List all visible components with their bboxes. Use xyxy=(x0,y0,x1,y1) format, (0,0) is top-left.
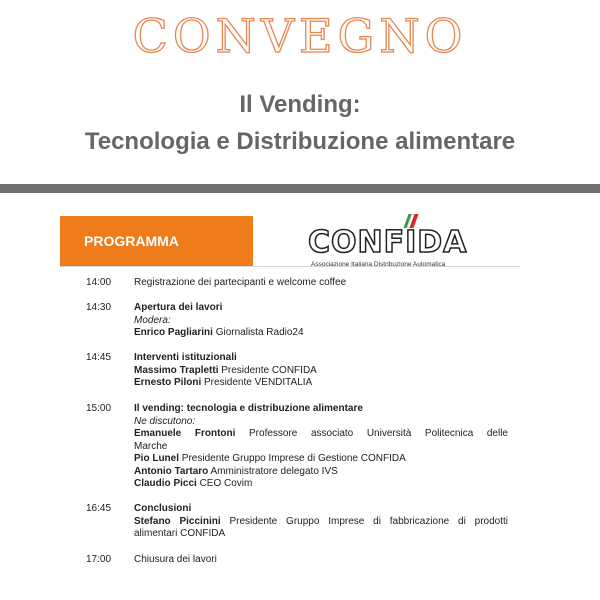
speaker-name: Antonio Tartaro xyxy=(134,465,209,477)
speaker-line xyxy=(134,466,508,479)
agenda-item xyxy=(134,302,508,340)
speaker-line xyxy=(134,478,508,491)
speaker-name: Enrico Pagliarini xyxy=(134,327,213,338)
speaker-name: Ernesto Piloni xyxy=(134,377,202,388)
agenda-note: Modera: xyxy=(134,314,171,326)
logo-wordmark: CONFIDA xyxy=(308,225,468,260)
speaker-line xyxy=(134,516,508,529)
speaker-name: Stefano Piccinini xyxy=(134,515,221,527)
speaker-role: Presidente Gruppo Imprese di Gestione CONFIDA xyxy=(181,453,406,464)
agenda-item xyxy=(134,403,508,491)
event-title: CONVEGNO xyxy=(132,9,468,63)
agenda-item xyxy=(134,352,508,390)
speaker-role-continued: Marche xyxy=(134,440,168,452)
speaker-line xyxy=(134,428,508,441)
agenda-item xyxy=(134,554,508,567)
agenda-note: Ne discutono: xyxy=(134,415,196,427)
speaker-role: Presidente CONFIDA xyxy=(221,364,317,376)
agenda-heading: Conclusioni xyxy=(134,503,192,514)
agenda-time: 17:00 xyxy=(86,554,112,565)
agenda-time: 15:00 xyxy=(86,403,112,414)
agenda-time: 16:45 xyxy=(86,503,112,514)
speaker-role: Amministratore delegato IVS xyxy=(210,465,338,477)
agenda-time: 14:00 xyxy=(86,277,112,288)
agenda-heading: Interventi istituzionali xyxy=(134,352,237,363)
speaker-line xyxy=(134,453,508,466)
speaker-name: Massimo Trapletti xyxy=(134,364,219,376)
agenda-item xyxy=(134,277,508,290)
speaker-line xyxy=(134,377,508,390)
agenda-heading: Apertura dei lavori xyxy=(134,302,223,313)
speaker-role: Presidente VENDITALIA xyxy=(204,377,313,388)
speaker-role: Professore associato Università Politecnica delle xyxy=(249,428,508,439)
program-label: PROGRAMMA xyxy=(84,233,179,249)
event-subtitle-line1: Il Vending: xyxy=(239,91,361,118)
speaker-role: Giornalista Radio24 xyxy=(215,327,304,338)
agenda-time: 14:45 xyxy=(86,352,112,363)
agenda-text: Chiusura dei lavori xyxy=(134,554,217,565)
logo-tagline: Associazione Italiana Distribuzione Automatica xyxy=(311,261,446,268)
agenda-time: 14:30 xyxy=(86,302,112,313)
event-subtitle-line2: Tecnologia e Distribuzione alimentare xyxy=(84,128,516,155)
speaker-name: Pio Lunel xyxy=(134,453,179,464)
confida-logo xyxy=(306,214,466,272)
agenda-heading: Il vending: tecnologia e distribuzione alimentare xyxy=(134,403,363,414)
program-header xyxy=(60,216,253,266)
section-divider xyxy=(0,184,600,193)
agenda-item xyxy=(134,503,508,541)
agenda-text: Registrazione dei partecipanti e welcome coffee xyxy=(134,277,347,288)
speaker-role: Presidente Gruppo Imprese di fabbricazione di prodotti xyxy=(229,515,509,527)
speaker-line xyxy=(134,365,508,378)
speaker-line xyxy=(134,327,508,340)
speaker-role-continued: alimentari CONFIDA xyxy=(134,528,226,539)
speaker-name: Emanuele Frontoni xyxy=(134,428,236,439)
speaker-name: Claudio Picci xyxy=(134,478,197,489)
speaker-role: CEO Covim xyxy=(199,478,253,489)
